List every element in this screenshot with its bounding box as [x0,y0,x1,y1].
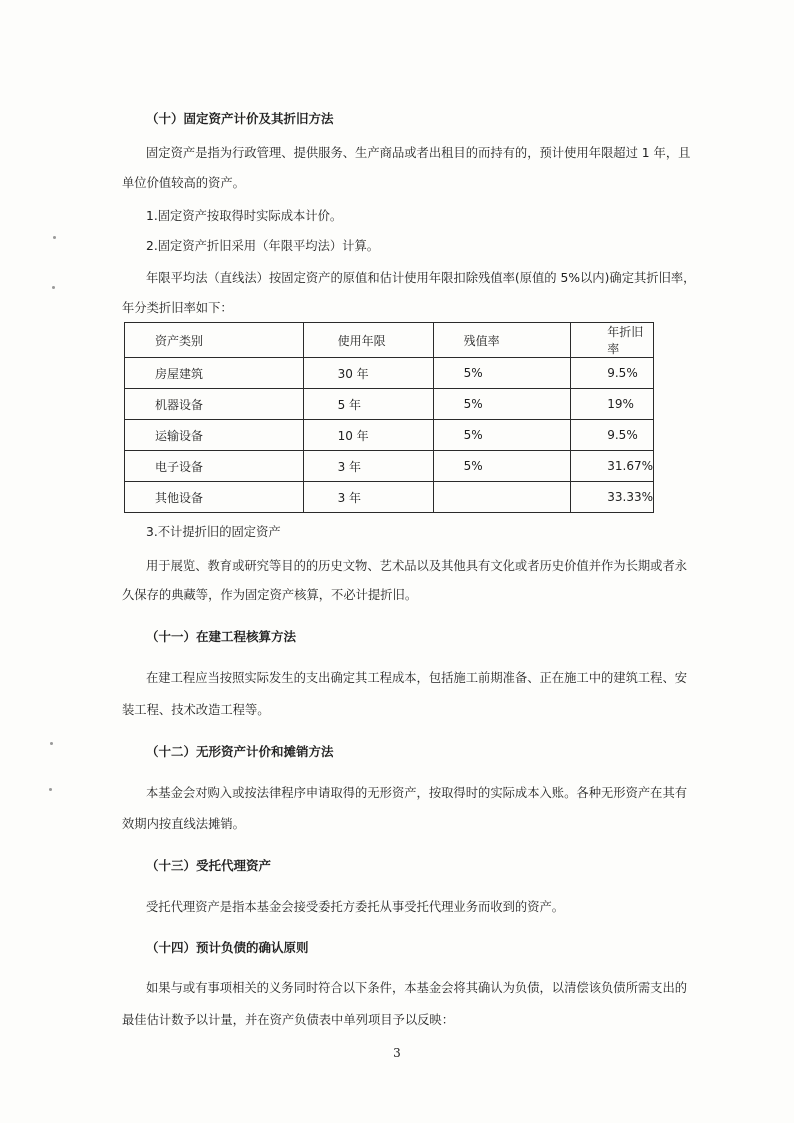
paragraph-line: 年限平均法（直线法）按固定资产的原值和估计使用年限扣除残值率(原值的 5%以内)确定其折旧率， [146,271,696,285]
table-header-cell: 资产类别 [125,323,304,358]
table-cell: 30 年 [303,358,433,389]
table-row [125,482,654,513]
paragraph-line: 在建工程应当按照实际发生的支出确定其工程成本，包括施工前期准备、正在施工中的建筑工程、安 [146,671,688,685]
table-cell: 5% [433,389,571,420]
table-header-cell: 年折旧率 [571,323,654,358]
section-14-heading: （十四）预计负债的确认原则 [146,940,309,955]
table-cell: 电子设备 [125,451,304,482]
section-10-heading: （十）固定资产计价及其折旧方法 [146,111,334,126]
paragraph-line: 本基金会对购入或按法律程序申请取得的无形资产，按取得时的实际成本入账。各种无形资产在其有 [146,786,688,800]
table-row [125,420,654,451]
depreciation-table [124,322,654,513]
table-row [125,358,654,389]
table-header-row [125,323,654,358]
section-13-heading: （十三）受托代理资产 [146,858,272,873]
scan-speck [49,788,52,791]
table-cell: 机器设备 [125,389,304,420]
paragraph-line: 年分类折旧率如下： [122,301,233,315]
table-cell: 3 年 [303,482,433,513]
page-number: 3 [393,1046,401,1060]
table-cell: 5% [433,358,571,389]
paragraph-line: 最佳估计数予以计量，并在资产负债表中单列项目予以反映： [122,1013,455,1027]
table-cell: 9.5% [571,358,654,389]
paragraph-line: 久保存的典藏等，作为固定资产核算，不必计提折旧。 [122,588,418,602]
paragraph-line: 用于展览、教育或研究等目的的历史文物、艺术品以及其他具有文化或者历史价值并作为长期或者永 [146,559,688,573]
scan-speck [52,286,55,289]
table-row [125,389,654,420]
table-cell: 31.67% [571,451,654,482]
list-item: 2.固定资产折旧采用（年限平均法）计算。 [146,239,380,253]
paragraph-line: 单位价值较高的资产。 [122,176,245,190]
scan-speck [53,236,56,239]
table-cell: 房屋建筑 [125,358,304,389]
paragraph-line: 装工程、技术改造工程等。 [122,703,270,717]
paragraph-line: 受托代理资产是指本基金会接受委托方委托从事受托代理业务而收到的资产。 [146,900,565,914]
table-cell: 5 年 [303,389,433,420]
table-cell: 5% [433,451,571,482]
table-cell: 运输设备 [125,420,304,451]
table-cell: 19% [571,389,654,420]
table-cell: 5% [433,420,571,451]
table-cell: 3 年 [303,451,433,482]
section-11-heading: （十一）在建工程核算方法 [146,629,297,644]
table-header-cell: 使用年限 [303,323,433,358]
list-item: 1.固定资产按取得时实际成本计价。 [146,209,343,223]
table-cell [433,482,571,513]
table-header-cell: 残值率 [433,323,571,358]
table-row [125,451,654,482]
table-cell: 9.5% [571,420,654,451]
paragraph-line: 固定资产是指为行政管理、提供服务、生产商品或者出租目的而持有的，预计使用年限超过 1 年，且 [146,146,691,160]
scan-speck [50,742,53,745]
table-cell: 10 年 [303,420,433,451]
paragraph-line: 如果与或有事项相关的义务同时符合以下条件，本基金会将其确认为负债，以清偿该负债所需支出的 [146,981,688,995]
table-cell: 33.33% [571,482,654,513]
list-item: 3.不计提折旧的固定资产 [146,525,281,539]
table-cell: 其他设备 [125,482,304,513]
section-12-heading: （十二）无形资产计价和摊销方法 [146,744,334,759]
paragraph-line: 效期内按直线法摊销。 [122,817,245,831]
